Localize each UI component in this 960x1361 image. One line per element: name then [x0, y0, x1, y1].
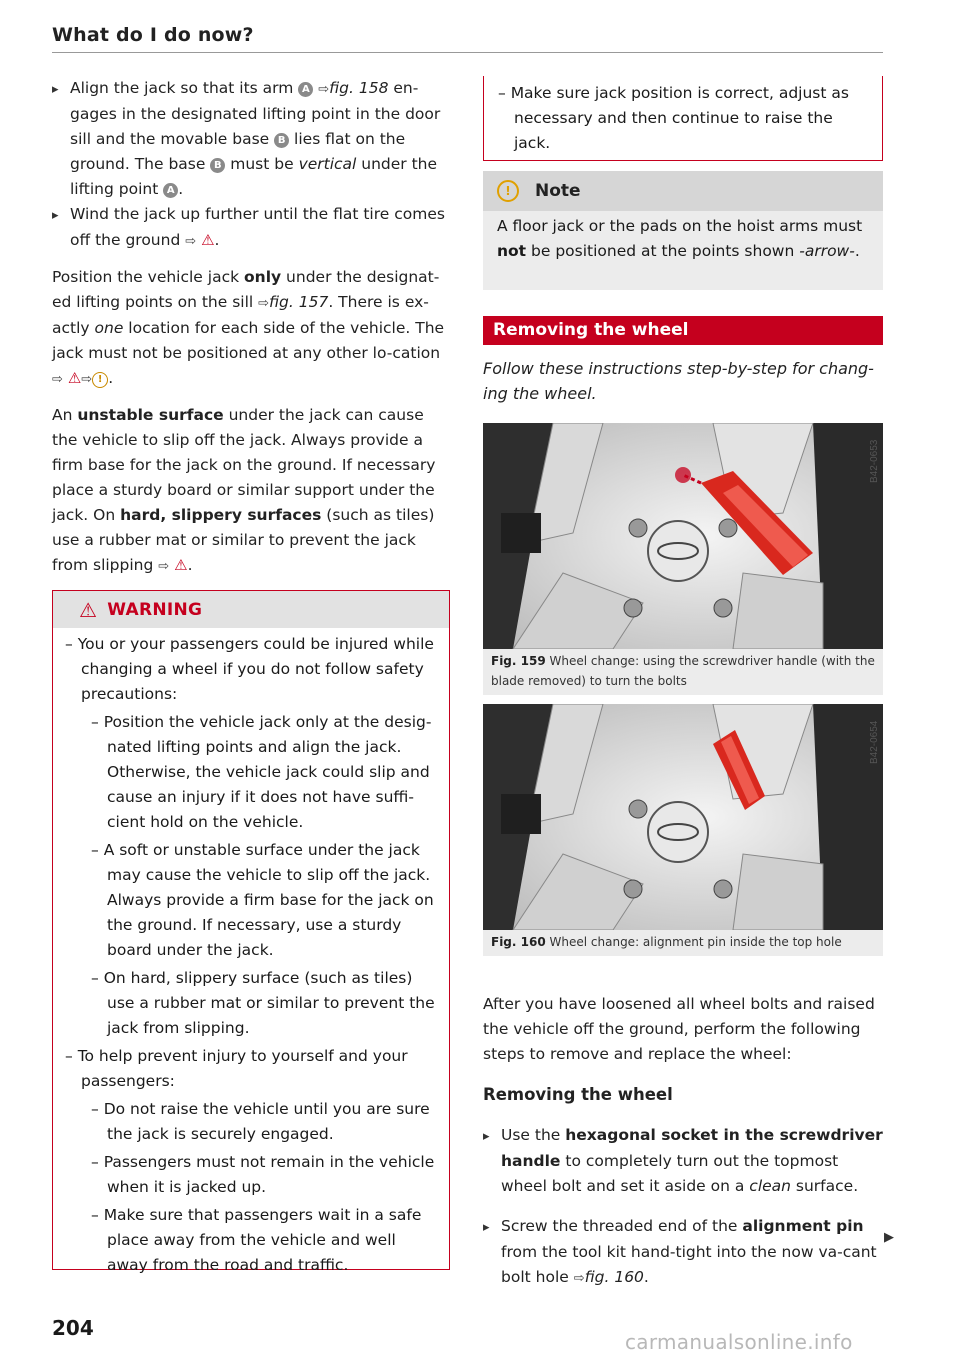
header-divider	[52, 52, 883, 53]
figure-caption: Fig. 159 Wheel change: using the screwdriver handle (with the blade removed) to turn the bolts	[483, 649, 883, 695]
warning-list-item: – To help prevent injury to yourself and your passengers:	[65, 1047, 408, 1090]
warning-triangle-icon[interactable]: ⚠	[174, 556, 188, 574]
warning-triangle-icon[interactable]: ⚠	[67, 369, 82, 387]
callout-a-icon: A	[298, 82, 313, 97]
figure-code: B42-0653	[869, 439, 880, 483]
warning-list-item: – Make sure that passengers wait in a safe place away from the vehicle and well away from the road and traffic.	[91, 1206, 422, 1274]
warning-list-item: – You or your passengers could be injured while changing a wheel if you do not follow safety precautions:	[65, 635, 434, 703]
note-exclamation-icon: !	[497, 180, 519, 202]
list-item-align-jack: ▸ Align the jack so that its arm A ⇨fig. 158 en-gages in the designated lifting point in the door sill and the movable base B lies flat on the ground. The base B must be vertical under the lifting point A .	[52, 76, 452, 202]
warning-list-item: – Do not raise the vehicle until you are sure the jack is securely engaged.	[91, 1100, 430, 1143]
list-item: – Make sure jack position is correct, adjust as necessary and then continue to raise the jack.	[498, 84, 849, 152]
warning-continuation-box	[483, 76, 883, 161]
arrow-right-icon: ⇨	[81, 372, 93, 387]
left-column	[52, 76, 452, 579]
warning-list-item: – A soft or unstable surface under the jack may cause the vehicle to slip off the jack. Always provide a firm base for the jack on the ground. If necessary, use a sturdy board under the jack.	[91, 841, 434, 959]
warning-body	[53, 628, 449, 1278]
figure-160	[483, 704, 883, 956]
note-box	[483, 171, 883, 290]
callout-b-icon: B	[210, 158, 225, 173]
list-item-step-1: ▸ Use the hexagonal socket in the screwdriver handle to completely turn out the topmost wheel bolt and set it aside on a clean surface.	[483, 1123, 883, 1199]
figure-link[interactable]: fig. 157	[269, 293, 329, 311]
arrow-right-icon: ⇨	[185, 234, 197, 249]
watermark: carmanualsonline.info	[625, 1330, 853, 1354]
callout-b-icon: B	[274, 133, 289, 148]
subheading-removing-wheel: Removing the wheel	[483, 1085, 673, 1104]
page-number: 204	[52, 1316, 94, 1340]
paragraph-unstable-surface: An unstable surface under the jack can cause the vehicle to slip off the jack. Always provide a firm base for the jack on the ground. If necessary place a sturdy board or similar support under the jack. On hard, slippery surfaces (such as tiles) use a rubber mat or similar to prevent the jack from slipping ⇨ ⚠.	[52, 406, 436, 574]
note-exclamation-icon[interactable]: !	[92, 372, 108, 388]
figure-159	[483, 423, 883, 695]
warning-list-item: – Position the vehicle jack only at the desig-nated lifting points and align the jack. Otherwise, the vehicle jack could slip and cause an injury if it does not have suffi-cient hold on the vehicle.	[91, 713, 432, 831]
warning-list-item: – Passengers must not remain in the vehicle when it is jacked up.	[91, 1153, 435, 1196]
warning-list-item: – On hard, slippery surface (such as tiles) use a rubber mat or similar to prevent the jack from slipping.	[91, 969, 435, 1037]
arrow-right-icon: ⇨	[318, 82, 330, 97]
warning-box	[52, 590, 450, 1274]
removing-wheel-steps	[483, 976, 883, 1307]
callout-a-icon: A	[163, 183, 178, 198]
figure-caption: Fig. 160 Wheel change: alignment pin inside the top hole	[483, 930, 883, 956]
warning-title: WARNING	[107, 599, 203, 620]
wheel-screwdriver-illustration	[483, 423, 883, 649]
page-header-title: What do I do now?	[52, 24, 254, 46]
arrow-right-icon: ⇨	[258, 296, 270, 311]
arrow-right-icon: ⇨	[158, 559, 170, 574]
arrow-right-icon: ⇨	[573, 1271, 585, 1286]
note-header	[483, 171, 883, 211]
section-intro: Follow these instructions step-by-step for chang-ing the wheel.	[483, 359, 874, 403]
warning-triangle-icon: ⚠	[79, 597, 98, 622]
paragraph-jack-position: Position the vehicle jack only under the designat-ed lifting points on the sill ⇨fig. 157. There is ex-actly one location for each side of the vehicle. The jack must not be positioned at any other lo-cation ⇨ ⚠⇨ ! .	[52, 268, 445, 387]
list-item-wind-jack: ▸ Wind the jack up further until the flat tire comes off the ground ⇨ ⚠.	[52, 202, 452, 254]
section-title: Removing the wheel	[483, 316, 883, 345]
arrow-right-icon: ⇨	[52, 372, 63, 387]
warning-header	[53, 591, 449, 628]
note-title: Note	[535, 181, 581, 201]
figure-code: B42-0654	[869, 720, 880, 764]
figure-link[interactable]: fig. 160	[584, 1268, 644, 1286]
warning-triangle-icon[interactable]: ⚠	[201, 231, 215, 249]
note-text: A floor jack or the pads on the hoist arms must not be positioned at the points shown -arrow-.	[497, 217, 863, 260]
paragraph-after-loosened: After you have loosened all wheel bolts and raised the vehicle off the ground, perform the following steps to remove and replace the wheel:	[483, 994, 875, 1063]
wheel-alignment-pin-illustration	[483, 704, 883, 930]
list-item-step-2: ▸ Screw the threaded end of the alignment pin from the tool kit hand-tight into the now va-cant bolt hole ⇨fig. 160.	[483, 1214, 883, 1291]
figure-link[interactable]: fig. 158	[329, 79, 389, 97]
continue-arrow-icon[interactable]: ▶	[884, 1230, 894, 1245]
